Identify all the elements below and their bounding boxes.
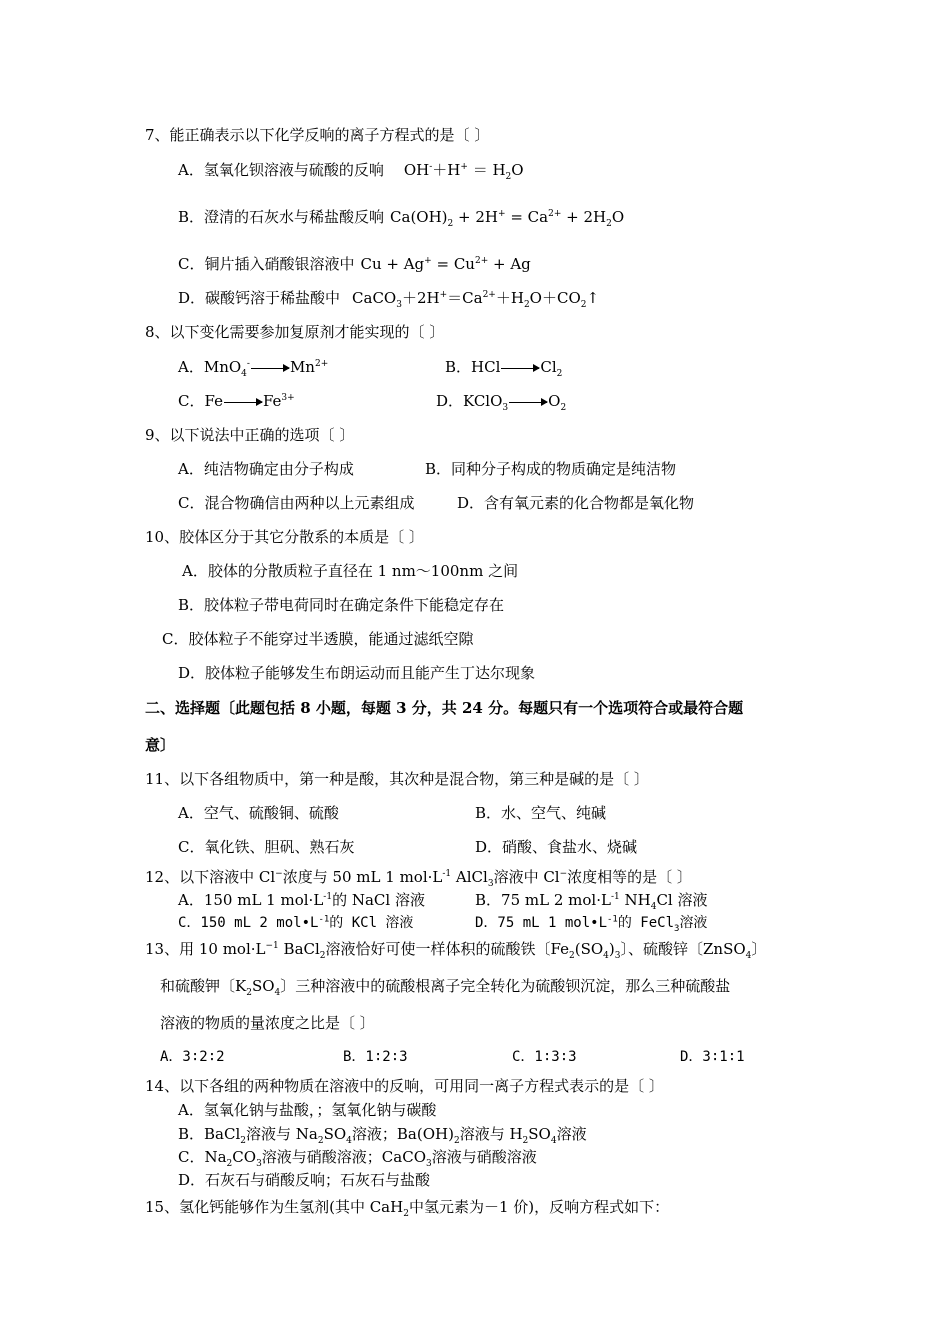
q9-option-b: B．同种分子构成的物质确定是纯洁物 — [425, 460, 677, 478]
q9-stem: 9、以下说法中正确的选项〔 〕 — [145, 426, 355, 444]
q8-option-b: B．HCl $Cl_2$ — [445, 358, 563, 379]
q8-option-c: C．Fe $Fe^{3+}$ — [178, 392, 295, 410]
q10-option-b: B．胶体粒子带电荷同时在确定条件下能稳定存在 — [178, 596, 505, 614]
q7-option-c: C．铜片插入硝酸银溶液中 $Cu + Ag^+ = Cu^{2+} + Ag$ — [178, 255, 531, 273]
q9-option-a: A．纯洁物确定由分子构成 — [178, 460, 354, 478]
q14-stem: 14、以下各组的两种物质在溶液中的反响，可用同一离子方程式表示的是〔 〕 — [145, 1077, 664, 1095]
q12-option-d: D．75 mL 1 $mol•L^{-1}$的 FeCl$_3$溶液 — [475, 914, 708, 934]
q13-option-a: A．3∶2∶2 — [160, 1049, 225, 1065]
q13-stem-line2: 和硫酸钾〔$K_2SO_4$〕三种溶液中的硫酸根离子完全转化为硫酸钡沉淀，那么三种硫酸盐 — [160, 977, 731, 998]
q9-option-d: D．含有氧元素的化合物都是氧化物 — [457, 494, 695, 512]
q13-option-c: C．1∶3∶3 — [512, 1049, 577, 1065]
q11-stem: 11、以下各组物质中，第一种是酸，其次种是混合物，第三种是碱的是〔 〕 — [145, 770, 649, 788]
q13-stem-line3: 溶液的物质的量浓度之比是〔 〕 — [160, 1014, 375, 1032]
q14-option-d: D．石灰石与硝酸反响；石灰石与盐酸 — [178, 1171, 431, 1189]
q7-option-a: A．氢氧化钡溶液与硫酸的反响 $OH^-+H^+ = H_2O$ — [178, 161, 524, 182]
reaction-arrow-icon — [251, 368, 289, 369]
q12-option-a: A．150 mL 1 $mol\cdot L^{-1}$的 NaCl 溶液 — [178, 891, 425, 909]
q11-option-a: A．空气、硫酸铜、硫酸 — [178, 804, 339, 822]
q13-stem-line1: 13、用 10 $mol\cdot L^{-1}$ BaCl$_2$溶液恰好可使一样体积的硫酸铁〔$Fe_2(SO_4)_3$〕、硫酸锌〔ZnSO$_4$〕 — [145, 940, 767, 961]
q12-stem: 12、以下溶液中 Cl−浓度与 50 mL 1 $mol\cdot L^{-1}$ AlCl$_3$溶液中 Cl−浓度相等的是〔 〕 — [145, 868, 692, 889]
q14-option-c: C．$Na_2CO_3$溶液与硝酸溶液；CaCO$_3$溶液与硝酸溶液 — [178, 1148, 537, 1169]
reaction-arrow-icon — [224, 402, 262, 403]
q10-option-a: A．胶体的分散质粒子直径在 1 nm～100nm 之间 — [182, 562, 519, 580]
q11-option-d: D．硝酸、食盐水、烧碱 — [475, 838, 638, 856]
q10-option-c: C．胶体粒子不能穿过半透膜，能通过滤纸空隙 — [162, 630, 474, 648]
q12-option-b: B．75 mL 2 $mol\cdot L^{-1}$ $NH_4Cl$ 溶液 — [475, 891, 708, 912]
q7-option-b: B．澄清的石灰水与稀盐酸反响 $Ca(OH)_2 + 2H^+ = Ca^{2+} + 2H_2O$ — [178, 208, 625, 229]
q8-option-d: D．KClO$_3$ $O_2$ — [436, 392, 567, 413]
q13-option-d: D．3∶1∶1 — [680, 1049, 745, 1065]
q10-stem: 10、胶体区分于其它分散系的本质是〔 〕 — [145, 528, 424, 546]
q8-option-a: A．MnO$_4$- $Mn^{2+}$ — [178, 358, 329, 379]
q7-option-d: D．碳酸钙溶于稀盐酸中 $CaCO_3+2H^+=Ca^{2+}+H_2O+CO_2↑$ — [178, 289, 600, 310]
section-heading-continued: 意〕 — [145, 736, 176, 754]
q10-option-d: D．胶体粒子能够发生布朗运动而且能产生丁达尔现象 — [178, 664, 536, 682]
q11-option-c: C．氧化铁、胆矾、熟石灰 — [178, 838, 355, 856]
q12-option-c: C．150 mL 2 $mol•L^{-1}$的 KCl 溶液 — [178, 914, 414, 931]
q11-option-b: B．水、空气、纯碱 — [475, 804, 607, 822]
reaction-arrow-icon — [509, 402, 547, 403]
q8-stem: 8、以下变化需要参加复原剂才能实现的〔 〕 — [145, 323, 445, 341]
q7-stem: 7、能正确表示以下化学反响的离子方程式的是〔 〕 — [145, 126, 490, 144]
reaction-arrow-icon — [501, 368, 539, 369]
q14-option-b: B．BaCl$_2$溶液与 $Na_2SO_4$溶液；$Ba(OH)_2$溶液与 $H_2SO_4$溶液 — [178, 1125, 587, 1146]
q13-option-b: B．1∶2∶3 — [343, 1049, 408, 1065]
q9-option-c: C．混合物确信由两种以上元素组成 — [178, 494, 415, 512]
q14-option-a: A．氢氧化钠与盐酸，；氢氧化钠与碳酸 — [178, 1101, 437, 1119]
q15-stem: 15、氢化钙能够作为生氢剂(其中 CaH$_2$中氢元素为－1 价)，反响方程式如下： — [145, 1198, 670, 1219]
section-heading: 二、选择题〔此题包括 8 小题，每题 3 分，共 24 分。每题只有一个选项符合或最符合题 — [145, 699, 744, 717]
